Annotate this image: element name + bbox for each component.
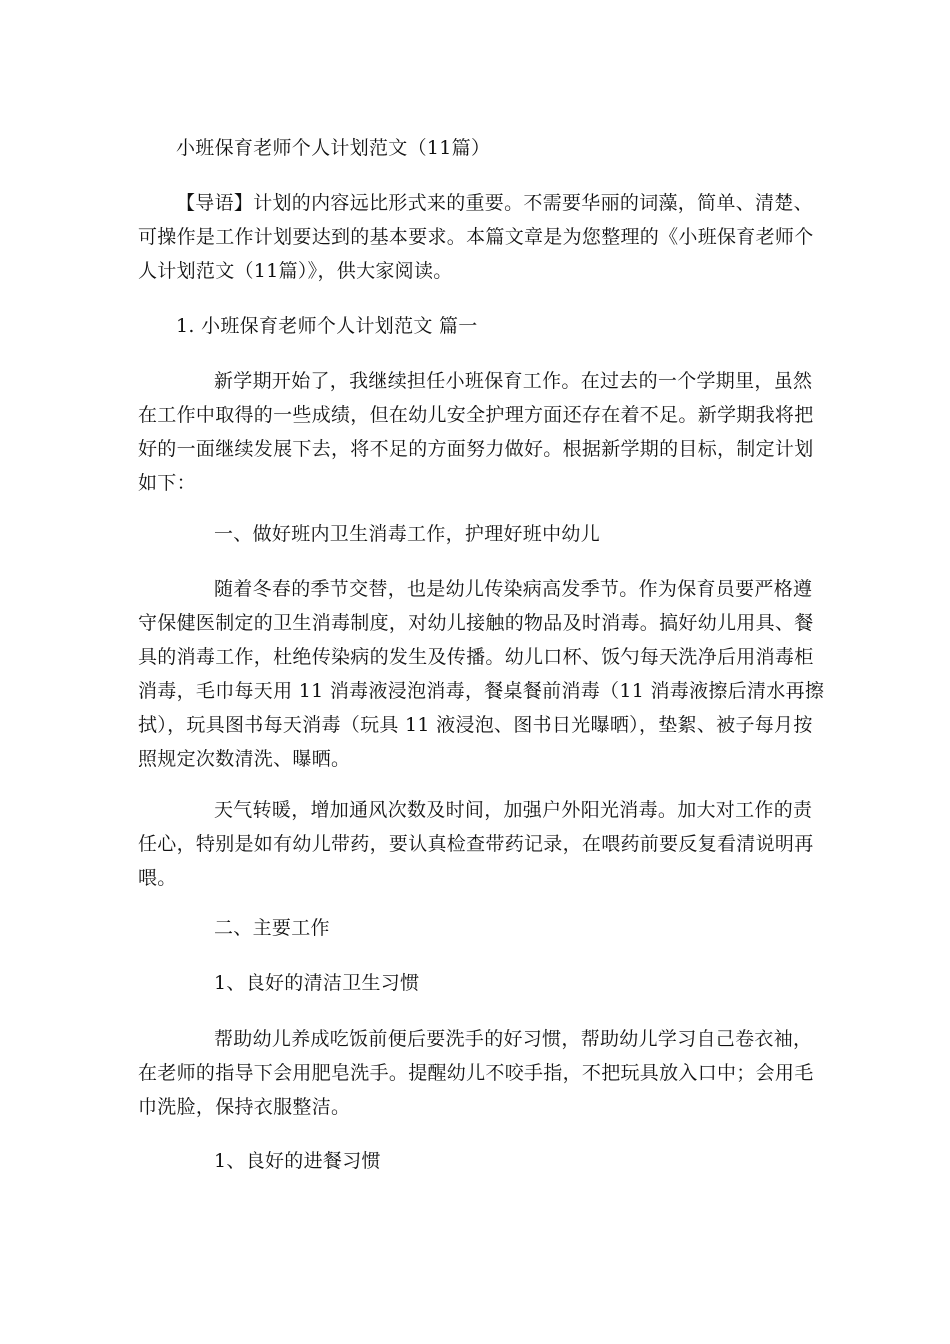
intro-line: 可操作是工作计划要达到的基本要求。本篇文章是为您整理的《小班保育老师个: [138, 226, 814, 248]
intro-line: 人计划范文（11篇）》，供大家阅读。: [138, 260, 453, 282]
document-title: 小班保育老师个人计划范文（11篇）: [176, 137, 491, 159]
paragraph-line: 在工作中取得的一些成绩，但在幼儿安全护理方面还存在着不足。新学期我将把: [138, 404, 814, 426]
paragraph-line: 消毒，毛巾每天用 11 消毒液浸泡消毒，餐桌餐前消毒（11 消毒液擦后清水再擦: [138, 680, 825, 702]
paragraph-line: 好的一面继续发展下去，将不足的方面努力做好。根据新学期的目标，制定计划: [138, 438, 814, 460]
paragraph-line: 巾洗脸，保持衣服整洁。: [138, 1096, 351, 1118]
intro-line: 【导语】计划的内容远比形式来的重要。不需要华丽的词藻，简单、清楚、: [176, 192, 813, 214]
paragraph-line: 照规定次数清洗、曝晒。: [138, 748, 351, 770]
paragraph-2: [138, 572, 825, 776]
paragraph-4: [138, 1022, 818, 1124]
paragraph-line: 如下：: [138, 472, 196, 494]
paragraph-line: 帮助幼儿养成吃饭前便后要洗手的好习惯，帮助幼儿学习自己卷衣袖，: [214, 1028, 813, 1050]
paragraph-line: 具的消毒工作，杜绝传染病的发生及传播。幼儿口杯、饭勺每天洗净后用消毒柜: [138, 646, 814, 668]
paragraph-line: 任心，特别是如有幼儿带药，要认真检查带药记录，在喂药前要反复看清说明再: [138, 833, 814, 855]
subheading-one: 一、做好班内卫生消毒工作，护理好班中幼儿: [214, 523, 601, 545]
subheading-two: 二、主要工作: [214, 917, 330, 939]
paragraph-line: 拭），玩具图书每天消毒（玩具 11 液浸泡、图书日光曝晒），垫絮、被子每月按: [138, 714, 813, 736]
paragraph-line: 在老师的指导下会用肥皂洗手。提醒幼儿不咬手指，不把玩具放入口中；会用毛: [138, 1062, 814, 1084]
paragraph-line: 喂。: [138, 867, 177, 889]
section-heading: 1. 小班保育老师个人计划范文 篇一: [176, 315, 478, 337]
paragraph-line: 新学期开始了，我继续担任小班保育工作。在过去的一个学期里，虽然: [214, 370, 813, 392]
paragraph-1: [138, 364, 818, 500]
paragraph-line: 随着冬春的季节交替，也是幼儿传染病高发季节。作为保育员要严格遵: [214, 578, 813, 600]
subheading-habit-eating: 1、良好的进餐习惯: [214, 1150, 381, 1172]
intro-paragraph: [138, 186, 818, 288]
paragraph-line: 天气转暖，增加通风次数及时间，加强户外阳光消毒。加大对工作的责: [214, 799, 813, 821]
subheading-habit-cleanliness: 1、良好的清洁卫生习惯: [214, 972, 420, 994]
paragraph-line: 守保健医制定的卫生消毒制度，对幼儿接触的物品及时消毒。搞好幼儿用具、餐: [138, 612, 814, 634]
paragraph-3: [138, 793, 818, 895]
